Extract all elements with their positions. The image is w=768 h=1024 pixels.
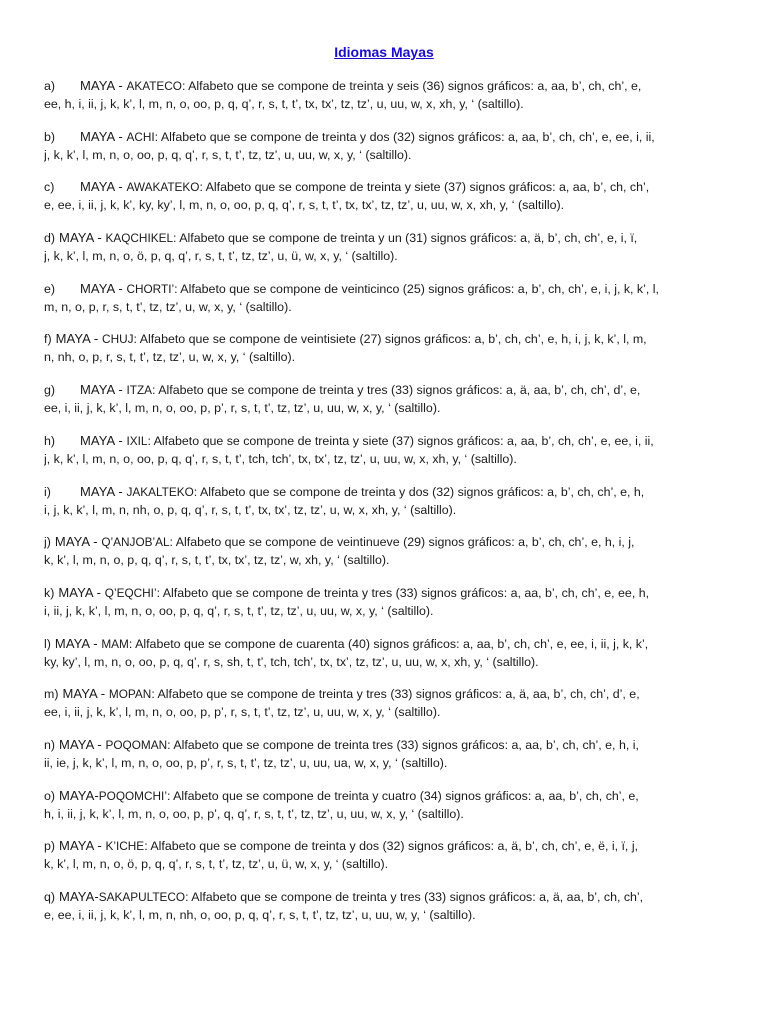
entry-description: : Alfabeto que se compone de treinta y dos (32) signos gráficos: a, b’, ch, ch’, e, h, [193,484,645,499]
entry-separator: - [114,382,127,398]
entry-list [44,77,734,939]
list-item [44,888,734,939]
entry-maya: MAYA [59,787,95,803]
entry-line-1 [44,229,734,247]
entry-line-1 [44,381,734,399]
entry-line-1 [44,787,734,805]
entry-label: c) [44,180,55,195]
entry-description: : Alfabeto que se compone de treinta y tres (33) signos gráficos: a, ä, aa, b’, ch, ch’, d’, e, [151,687,640,702]
entry-label: l) [44,636,51,651]
entry-label: h) [44,433,56,448]
entry-maya: MAYA [54,534,90,550]
entry-line-2: ee, h, i, ii, j, k, k’, l, m, n, o, oo, p, q, q’, r, s, t, t’, tx, tx’, tz, tz’, u, uu, w, x, xh, y, ‘ (saltillo). [44,97,524,111]
entry-description: : Alfabeto que se compone de treinta y seis (36) signos gráficos: a, aa, b’, ch, ch’, e, [181,79,642,93]
entry-label: n) [44,737,56,752]
list-item [44,330,734,381]
entry-maya: MAYA [59,889,95,904]
entry-separator: - [114,78,127,93]
entry-line-2: k, k’, l, m, n, o, ö, p, q, q’, r, s, t, t’, tz, tz’, u, ü, w, x, y, ‘ (saltillo). [44,857,389,872]
list-item [44,128,734,179]
entry-label: f) [44,332,52,347]
entry-maya: MAYA [59,736,94,752]
list-item [44,584,734,635]
entry-line-2: ky, ky’, l, m, n, o, oo, p, q, q’, r, s, sh, t, t’, tch, tch’, tx, tx’, tz, tz’, u, uu, w, x, xh, y, ‘ (saltillo). [44,654,539,669]
entry-line-1 [44,635,734,653]
entry-description: : Alfabeto que se compone de veintisiete (27) signos gráficos: a, b’, ch, ch’, e, h, i, j, k, k’, l, m, [133,332,647,347]
entry-separator: - [114,280,127,296]
entry-line-1 [44,432,734,450]
entry-label: e) [44,281,56,296]
entry-description: : Alfabeto que se compone de treinta y tres (33) signos gráficos: a, ä, aa, b’, ch, ch’, d’, e, [152,383,641,398]
entry-separator: - [90,331,103,347]
entry-line-1 [44,330,734,348]
entry-line-2: e, ee, i, ii, j, k, k’, ky, ky’, l, m, n, o, oo, p, q, q’, r, s, t, t’, tx, tx’, tz, tz’, u, uu, w, x, xh, y, ‘ (saltillo). [44,198,565,213]
entry-maya: MAYA [58,584,93,600]
entry-maya: MAYA [80,128,115,144]
entry-description: : Alfabeto que se compone de treinta y cuatro (34) signos gráficos: a, aa, b’, ch, ch’, e, [166,788,639,803]
entry-description: : Alfabeto que se compone de treinta y dos (32) signos gráficos: a, ä, b’, ch, ch’, e, ë, i, ï, j, [144,839,639,854]
entry-description: : Alfabeto que se compone de treinta tres (33) signos gráficos: a, aa, b’, ch, ch’, e, h, i, [167,737,639,752]
entry-line-2: k, k’, l, m, n, o, p, q, q’, r, s, t, t’, tx, tx’, tz, tz’, w, xh, y, ‘ (saltillo). [44,553,390,568]
entry-label: b) [44,129,56,144]
entry-maya: MAYA [80,382,115,398]
entry-label: k) [44,585,55,600]
list-item [44,787,734,838]
entry-line-1 [44,736,734,754]
entry-maya: MAYA [80,483,115,499]
entry-maya: MAYA [54,635,90,651]
entry-language: SAKAPULTECO [98,890,186,904]
page-title [0,42,768,62]
entry-line-1 [44,483,734,501]
entry-line-2: ee, i, ii, j, k, k’, l, m, n, o, oo, p, p’, r, s, t, t’, tz, tz’, u, uu, w, x, y, ‘ (saltillo). [44,705,441,720]
entry-maya: MAYA [55,331,91,347]
entry-language: ACHI [126,129,155,144]
title-link[interactable]: Idiomas Mayas [334,44,434,60]
entry-language: ITZA [126,383,153,398]
entry-description: : Alfabeto que se compone de treinta y tres (33) signos gráficos: a, aa, b’, ch, ch’, e, ee, h, [156,585,650,600]
entry-description: : Alfabeto que se compone de cuarenta (40) signos gráficos: a, aa, b’, ch, ch’, e, ee, i, ii, j, k, k’, [128,636,649,651]
entry-language: AKATECO [126,79,182,93]
entry-maya: MAYA [59,838,94,854]
entry-line-1 [44,77,734,95]
entry-language: MOPAN [108,687,152,702]
entry-separator: - [93,838,106,854]
entry-maya: MAYA [59,230,94,246]
entry-language: AWAKATEKO [126,180,200,195]
entry-line-2: i, ii, j, k, k’, l, m, n, o, oo, p, q, q’, r, s, t, t’, tz, tz’, u, uu, w, x, y, ‘ (saltillo). [44,603,434,618]
entry-line-2: h, i, ii, j, k, k’, l, m, n, o, oo, p, p’, q, q’, r, s, t, t’, tz, tz’, u, uu, w, x, y, ‘ (saltillo). [44,806,464,821]
list-item [44,685,734,736]
entry-separator: - [94,787,99,803]
list-item [44,280,734,331]
entry-line-2: e, ee, i, ii, j, k, k’, l, m, n, nh, o, oo, p, q, q’, r, s, t, t’, tz, tz’, u, uu, w, y, ‘ (saltillo). [44,908,476,922]
entry-label: d) [44,231,56,246]
entry-label: m) [44,687,59,702]
entry-label: j) [44,535,51,550]
entry-separator: - [114,128,127,144]
entry-label: a) [44,79,56,93]
list-item [44,635,734,686]
entry-separator: - [114,179,127,195]
entry-maya: MAYA [80,432,115,448]
entry-description: : Alfabeto que se compone de treinta y dos (32) signos gráficos: a, aa, b’, ch, ch’, e, ee, i, ii, [154,129,655,144]
entry-label: o) [44,788,56,803]
list-item [44,381,734,432]
entry-language: POQOMAN [105,737,168,752]
entry-line-1 [44,178,734,196]
list-item [44,533,734,584]
entry-language: K’ICHE [105,839,145,854]
entry-separator: - [94,889,99,904]
entry-separator: - [89,635,102,651]
list-item [44,837,734,888]
entry-line-2: ii, ie, j, k, k’, l, m, n, o, oo, p, p’, r, s, t, t’, tz, tz’, u, uu, ua, w, x, y, ‘ (saltillo). [44,755,448,770]
entry-description: : Alfabeto que se compone de veinticinco (25) signos gráficos: a, b’, ch, ch’, e, i, j, k, k’, l, [174,281,659,296]
entry-line-1 [44,888,734,906]
list-item [44,483,734,534]
entry-separator: - [114,483,127,499]
list-item [44,736,734,787]
list-item [44,178,734,229]
entry-line-2: ee, i, ii, j, k, k’, l, m, n, o, oo, p, p’, r, s, t, t’, tz, tz’, u, uu, w, x, y, ‘ (saltillo). [44,401,441,416]
entry-language: Q’EQCHI’ [104,585,157,600]
entry-label: q) [44,890,56,904]
entry-description: : Alfabeto que se compone de treinta y un (31) signos gráficos: a, ä, b’, ch, ch’, e, i, ï, [173,231,638,246]
entry-label: g) [44,383,56,398]
entry-language: Q’ANJOB’AL [101,535,170,550]
entry-description: : Alfabeto que se compone de treinta y siete (37) signos gráficos: a, aa, b’, ch, ch’, e, ee, i, ii, [147,433,654,448]
entry-line-1 [44,128,734,146]
entry-language: IXIL [126,433,148,448]
entry-maya: MAYA [80,78,115,93]
entry-line-2: j, k, k’, l, m, n, o, ö, p, q, q’, r, s, t, t’, tz, tz’, u, ü, w, x, y, ‘ (saltillo). [44,249,398,264]
entry-maya: MAYA [80,280,115,296]
entry-separator: - [89,534,102,550]
entry-line-1 [44,533,734,551]
entry-description: : Alfabeto que se compone de treinta y siete (37) signos gráficos: a, aa, b’, ch, ch’, [199,180,650,195]
entry-separator: - [97,686,109,702]
entry-description: : Alfabeto que se compone de treinta y tres (33) signos gráficos: a, ä, aa, b’, ch, ch’, [185,890,644,904]
entry-line-2: m, n, o, p, r, s, t, t’, tz, tz’, u, w, x, y, ‘ (saltillo). [44,299,292,314]
list-item [44,229,734,280]
entry-language: CHUJ [102,332,134,347]
list-item [44,77,734,128]
entry-line-1 [44,837,734,855]
list-item [44,432,734,483]
entry-label: p) [44,839,56,854]
entry-separator: - [93,230,106,246]
entry-maya: MAYA [62,686,98,702]
entry-language: POQOMCHI’ [98,788,167,803]
entry-language: CHORTI’ [126,281,175,296]
entry-language: KAQCHIKEL [105,231,174,246]
entry-line-2: i, j, k, k’, l, m, n, nh, o, p, q, q’, r, s, t, t’, tx, tx’, tz, tz’, u, w, x, xh, y, ‘ (saltillo). [44,502,457,517]
entry-language: MAM [101,636,129,651]
entry-line-1 [44,685,734,703]
entry-separator: - [114,432,127,448]
entry-maya: MAYA [80,179,115,195]
entry-language: JAKALTEKO [126,484,194,499]
entry-label: i) [44,484,51,499]
entry-description: : Alfabeto que se compone de veintinueve (29) signos gráficos: a, b’, ch, ch’, e, h, i, j, [169,535,635,550]
entry-separator: - [92,584,105,600]
entry-line-2: n, nh, o, p, r, s, t, t’, tz, tz’, u, w, x, y, ‘ (saltillo). [44,350,296,365]
entry-separator: - [93,736,106,752]
entry-line-2: j, k, k’, l, m, n, o, oo, p, q, q’, r, s, t, t’, tz, tz’, u, uu, w, x, y, ‘ (saltillo). [44,147,412,162]
entry-line-2: j, k, k’, l, m, n, o, oo, p, q, q’, r, s, t, t’, tch, tch’, tx, tx’, tz, tz’, u, uu, w, x, xh, y, ‘ (saltillo). [44,451,517,466]
entry-line-1 [44,584,734,602]
entry-line-1 [44,280,734,298]
